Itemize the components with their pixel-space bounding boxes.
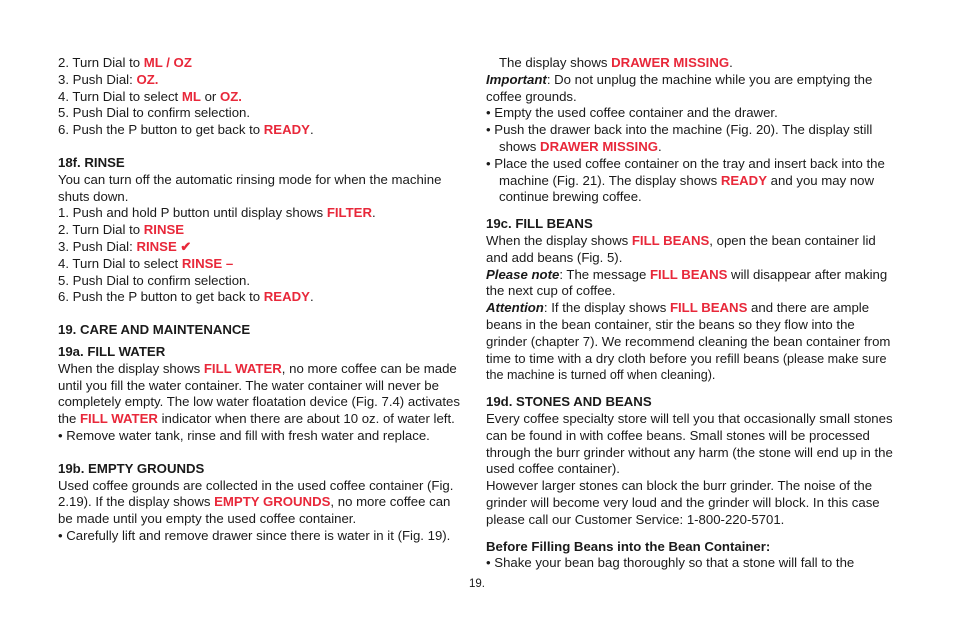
list-item: • Empty the used coffee container and the drawer. [486,105,778,121]
list-item: • Push the drawer back into the machine (Fig. 20). The display still shows DRAWER MISSING. [486,122,873,154]
empty-grounds-paragraph: Used coffee grounds are collected in the used coffee container (Fig. 2.19). If the display shows EMPTY GROUNDS, no more coffee can be made until you empty the used coffee container. [58,477,454,527]
rinse-intro: You can turn off the automatic rinsing mode for when the machine shuts down. [58,171,442,204]
step-line: 5. Push Dial to confirm selection. [58,105,251,121]
left-column [58,55,468,545]
section-heading-empty-grounds: 19b. EMPTY GROUNDS [58,460,205,476]
right-column [486,55,896,572]
empty-grounds-bullet: • Carefully lift and remove drawer since there is water in it (Fig. 19). [58,527,451,543]
section-heading-before-filling: Before Filling Beans into the Bean Container: [486,538,771,554]
fill-water-paragraph: When the display shows FILL WATER, no more coffee can be made until you fill the water container. The water container will never be completely empty. The low water floatation device (Fig. 7.4) activates the FILL WATER indicator when there are about 10 oz. of water left. [58,360,460,427]
step-line: 3. Push Dial: RINSE ✔ [58,238,192,254]
section-heading-stones: 19d. STONES AND BEANS [486,394,652,410]
section-heading-fill-beans: 19c. FILL BEANS [486,216,593,232]
fill-beans-paragraph: When the display shows FILL BEANS, open the bean container lid and add beans (Fig. 5). [486,232,876,265]
please-note: Please note: The message FILL BEANS will disappear after making the next cup of coffee. [486,266,888,299]
step-line: 5. Push Dial to confirm selection. [58,272,251,288]
step-line: 4. Turn Dial to select ML or OZ. [58,88,242,104]
stones-paragraph-2: However larger stones can block the burr grinder. The noise of the grinder will become very loud and the grinder will block. In this case please call our Customer Service: 1-800-220-5701. [486,478,880,527]
step-line: 2. Turn Dial to ML / OZ [58,55,192,70]
section-heading-rinse: 18f. RINSE [58,154,125,170]
step-line: 6. Push the P button to get back to READY. [58,122,314,138]
step-line: 1. Push and hold P button until display shows FILTER. [58,205,376,221]
section-heading-fill-water: 19a. FILL WATER [58,343,166,359]
page-number: 19. [469,578,485,590]
list-item: • Shake your bean bag thoroughly so that a stone will fall to the [486,555,855,571]
step-line: 6. Push the P button to get back to READY. [58,289,314,305]
step-line: 4. Turn Dial to select RINSE – [58,255,234,271]
attention-note: Attention: If the display shows FILL BEANS and there are ample beans in the bean container, stir the beans so they flow into the grinder (chapter 7). We recommend cleaning the bean container from time to time with a dry cloth before you refill beans (please make sure the machine is turned off when cleaning). [486,300,891,383]
drawer-missing-line: The display shows DRAWER MISSING. [499,55,733,70]
section-heading-care: 19. CARE AND MAINTENANCE [58,322,251,338]
fill-water-bullet: • Remove water tank, rinse and fill with fresh water and replace. [58,427,430,443]
list-item: • Place the used coffee container on the tray and insert back into the machine (Fig. 21). The display shows READY and you may now continue brewing coffee. [486,155,885,205]
step-line: 3. Push Dial: OZ. [58,71,159,87]
step-line: 2. Turn Dial to RINSE [58,222,185,238]
important-note: Important: Do not unplug the machine while you are emptying the coffee grounds. [486,71,873,104]
stones-paragraph-1: Every coffee specialty store will tell you that occasionally small stones can be found in with coffee beans. Small stones will be processed through the burr grinder without any harm (the stone will end up in the used coffee container). [486,410,893,477]
